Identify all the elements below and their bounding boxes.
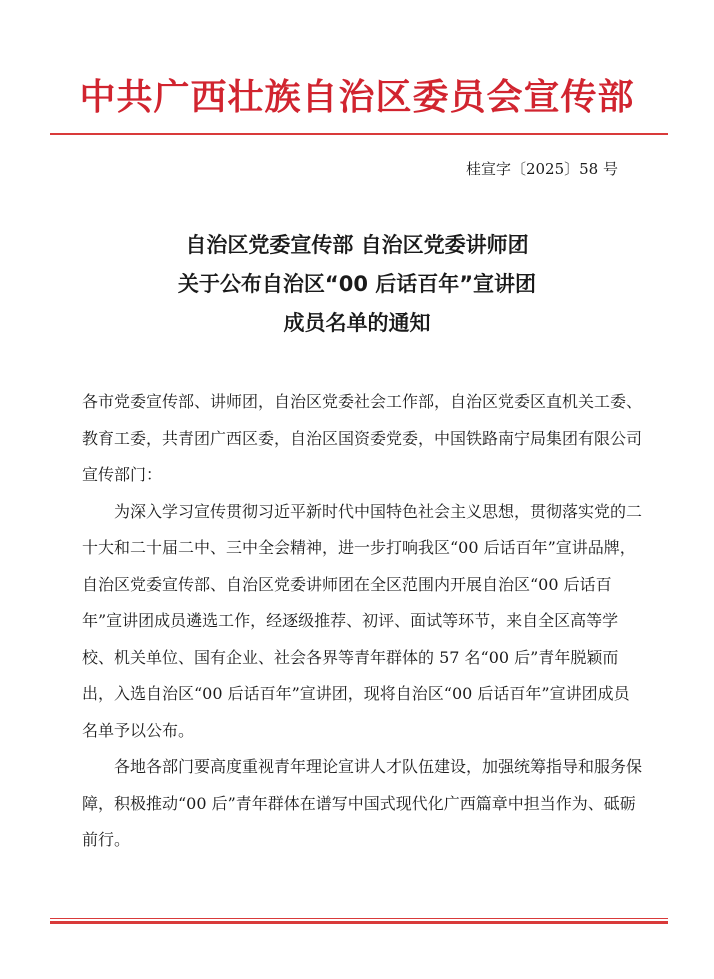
header-divider-rule (50, 133, 668, 135)
document-body (82, 384, 642, 859)
document-number: 桂宣字〔2025〕58 号 (465, 160, 618, 178)
footer-divider-rule (50, 918, 668, 924)
footer-rule-thin (50, 918, 668, 919)
issuing-organization-header: 中共广西壮族自治区委员会宣传部 (79, 77, 635, 118)
title-line: 自治区党委宣传部 自治区党委讲师团 (185, 233, 529, 257)
recipients-paragraph: 各市党委宣传部、讲师团，自治区党委社会工作部，自治区党委区直机关工委、教育工委，共青团广西区委，自治区国资委党委，中国铁路南宁局集团有限公司宣传部门： (82, 392, 643, 484)
body-paragraph: 各地各部门要高度重视青年理论宣讲人才队伍建设，加强统筹指导和服务保障，积极推动“00 后”青年群体在谱写中国式现代化广西篇章中担当作为、砥砺前行。 (82, 757, 643, 849)
title-line: 关于公布自治区“00 后话百年”宣讲团 (177, 272, 537, 296)
footer-rule-thick (50, 921, 668, 924)
body-paragraph: 为深入学习宣传贯彻习近平新时代中国特色社会主义思想，贯彻落实党的二十大和二十届二中、三中全会精神，进一步打响我区“00 后话百年”宣讲品牌，自治区党委宣传部、自治区党委讲师团在全区范围内开展自治区“00 后话百年”宣讲团成员遴选工作，经逐级推荐、初评、面试等环节，来自全区高等学校、机关单位、国有企业、社会各界等青年群体的 57 名“00 后”青年脱颖而出，入选自治区“00 后话百年”宣讲团，现将自治区“00 后话百年”宣讲团成员名单予以公布。 (82, 501, 643, 740)
document-title (0, 226, 714, 343)
title-line: 成员名单的通知 (283, 311, 431, 335)
